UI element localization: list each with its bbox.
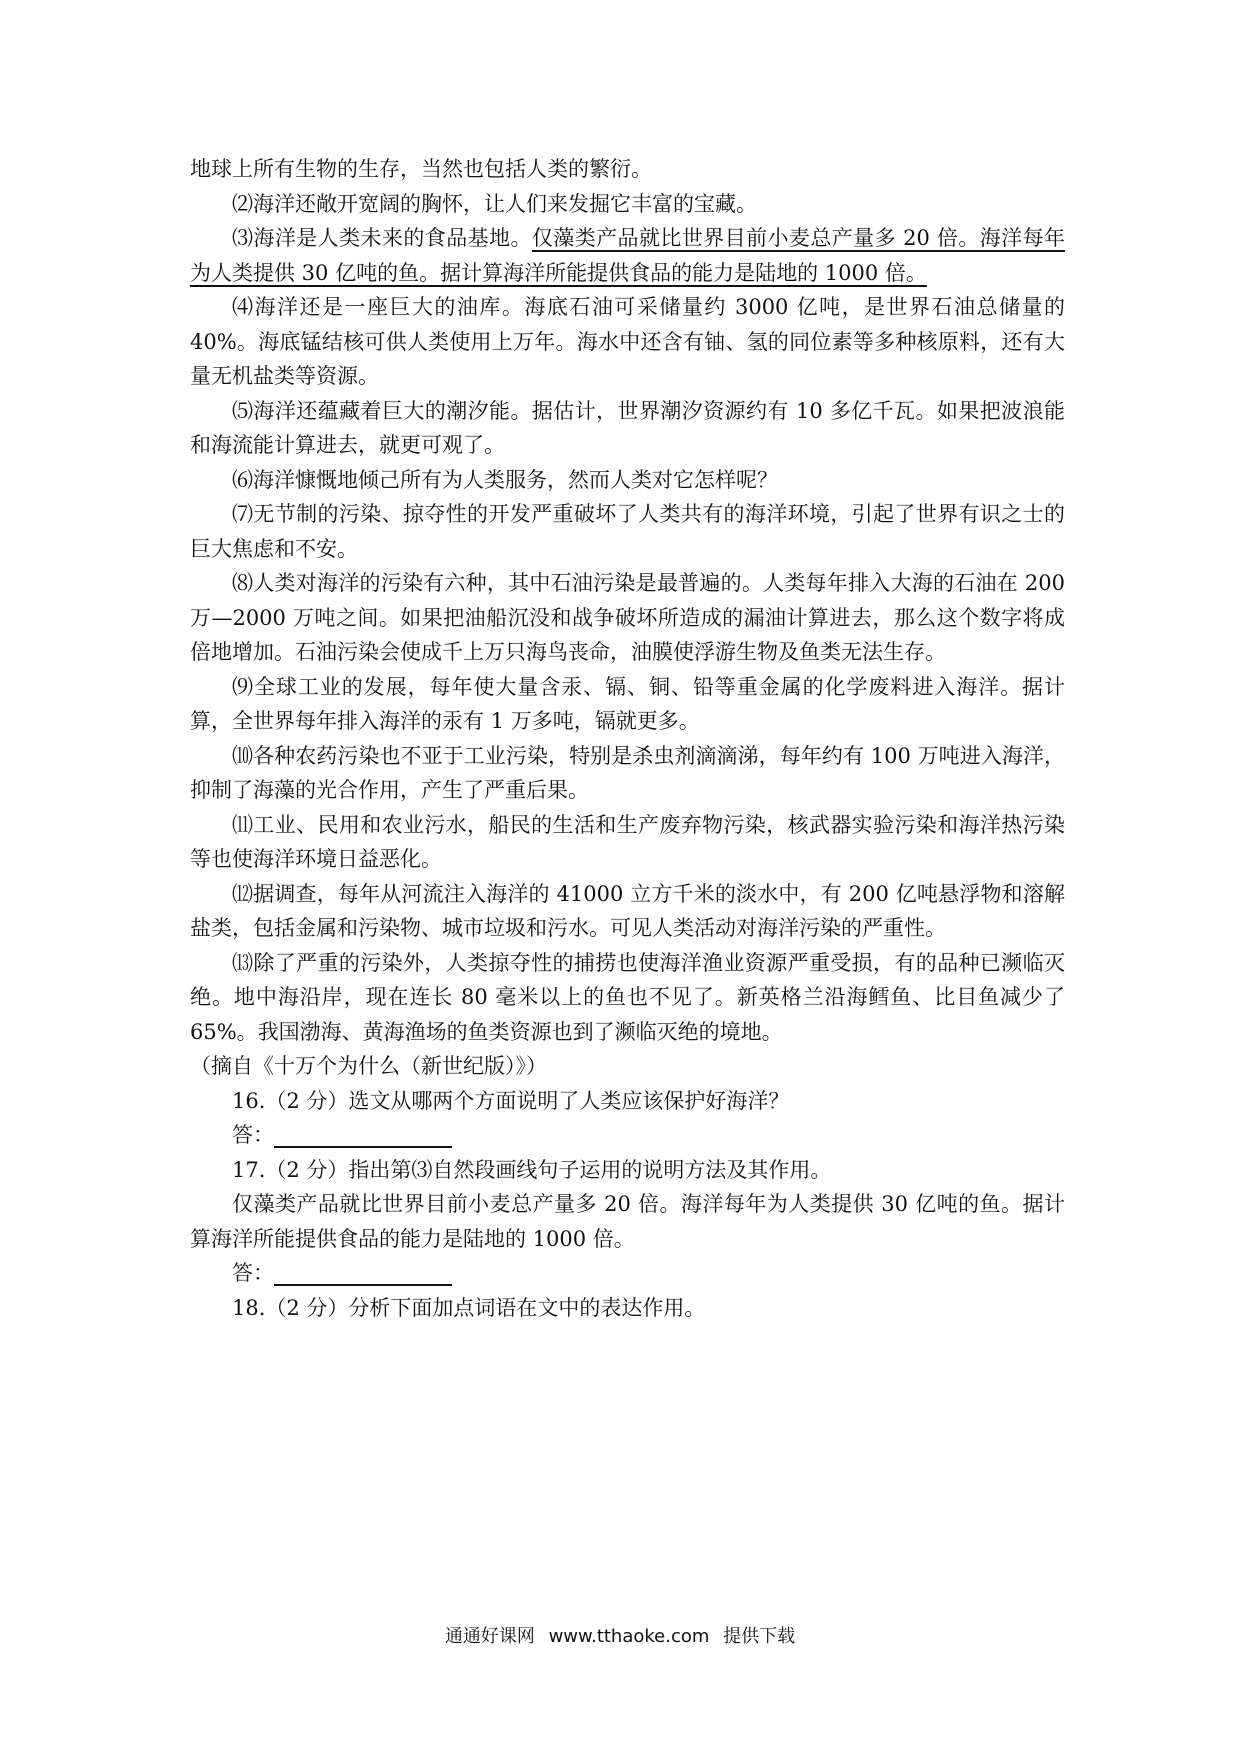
- paragraph-8: ⑻人类对海洋的污染有六种，其中石油污染是最普遍的。人类每年排入大海的石油在 200 万—2000 万吨之间。如果把油船沉没和战争破坏所造成的漏油计算进去，那么这个数字将成倍地增加。石油污染会使成千上万只海鸟丧命，油膜使浮游生物及鱼类无法生存。: [190, 571, 1065, 664]
- answer-blank[interactable]: [274, 1260, 452, 1286]
- paragraph-3-lead: ⑶海洋是人类未来的食品基地。: [232, 226, 532, 250]
- answer-17: [190, 1256, 1065, 1291]
- footer-site-name: 通通好课网: [444, 1626, 535, 1647]
- paragraph-1-tail: 地球上所有生物的生存，当然也包括人类的繁衍。: [190, 157, 652, 181]
- paragraph-5: ⑸海洋还蕴藏着巨大的潮汐能。据估计，世界潮汐资源约有 10 多亿千瓦。如果把波浪能和海流能计算进去，就更可观了。: [190, 398, 1065, 457]
- page-footer: [0, 1622, 1240, 1648]
- paragraph-13: ⒀除了严重的污染外，人类掠夺性的捕捞也使海洋渔业资源严重受损，有的品种已濒临灭绝。地中海沿岸，现在连长 80 毫米以上的鱼也不见了。新英格兰沿海鳕鱼、比目鱼减少了 65%。我国渤海、黄海渔场的鱼类资源也到了濒临灭绝的境地。: [190, 950, 1065, 1044]
- answer-label: 答：: [232, 1261, 274, 1285]
- answer-label: 答：: [232, 1123, 274, 1147]
- paragraph-7: ⑺无节制的污染、掠夺性的开发严重破坏了人类共有的海洋环境，引起了世界有识之士的巨大焦虑和不安。: [190, 502, 1065, 561]
- answer-16: [190, 1118, 1065, 1153]
- article-body: [190, 152, 1065, 1325]
- footer-suffix: 提供下载: [723, 1626, 796, 1647]
- paragraph-2: ⑵海洋还敞开宽阔的胸怀，让人们来发掘它丰富的宝藏。: [232, 191, 757, 216]
- source-citation: （摘自《十万个为什么（新世纪版）》）: [190, 1054, 547, 1078]
- paragraph-11: ⑾工业、民用和农业污水，船民的生活和生产废弃物污染，核武器实验污染和海洋热污染等也使海洋环境日益恶化。: [190, 812, 1065, 871]
- paragraph-6: ⑹海洋慷慨地倾己所有为人类服务，然而人类对它怎样呢？: [232, 467, 778, 492]
- paragraph-10: ⑽各种农药污染也不亚于工业污染，特别是杀虫剂滴滴涕，每年约有 100 万吨进入海洋，抑制了海藻的光合作用，产生了严重后果。: [190, 743, 1065, 802]
- question-18: 18.（2 分）分析下面加点词语在文中的表达作用。: [232, 1295, 706, 1320]
- underlined-sentence: 仅藻类产品就比世界目前小麦总产量多 20 倍。海洋每年为人类提供 30 亿吨的鱼。据计算海洋所能提供食品的能力是陆地的 1000 倍。: [190, 226, 1066, 285]
- paragraph-4: ⑷海洋还是一座巨大的油库。海底石油可采储量约 3000 亿吨，是世界石油总储量的 40%。海底锰结核可供人类使用上万年。海水中还含有铀、氢的同位素等多种核原料，还有大量无机盐类等资源。: [190, 295, 1065, 388]
- paragraph-12: ⑿据调查，每年从河流注入海洋的 41000 立方千米的淡水中，有 200 亿吨悬浮物和溶解盐类，包括金属和污染物、城市垃圾和污水。可见人类活动对海洋污染的严重性。: [190, 881, 1065, 940]
- question-17-quote: 仅藻类产品就比世界目前小麦总产量多 20 倍。海洋每年为人类提供 30 亿吨的鱼。据计算海洋所能提供食品的能力是陆地的 1000 倍。: [190, 1192, 1065, 1251]
- question-17: 17.（2 分）指出第⑶自然段画线句子运用的说明方法及其作用。: [232, 1157, 832, 1182]
- footer-url[interactable]: www.tthaoke.com: [548, 1626, 710, 1647]
- paragraph-9: ⑼全球工业的发展，每年使大量含汞、镉、铜、铅等重金属的化学废料进入海洋。据计算，全世界每年排入海洋的汞有 1 万多吨，镉就更多。: [190, 674, 1065, 733]
- question-16: 16.（2 分）选文从哪两个方面说明了人类应该保护好海洋？: [232, 1088, 790, 1113]
- paragraph-3: [190, 221, 1065, 290]
- answer-blank[interactable]: [274, 1122, 452, 1148]
